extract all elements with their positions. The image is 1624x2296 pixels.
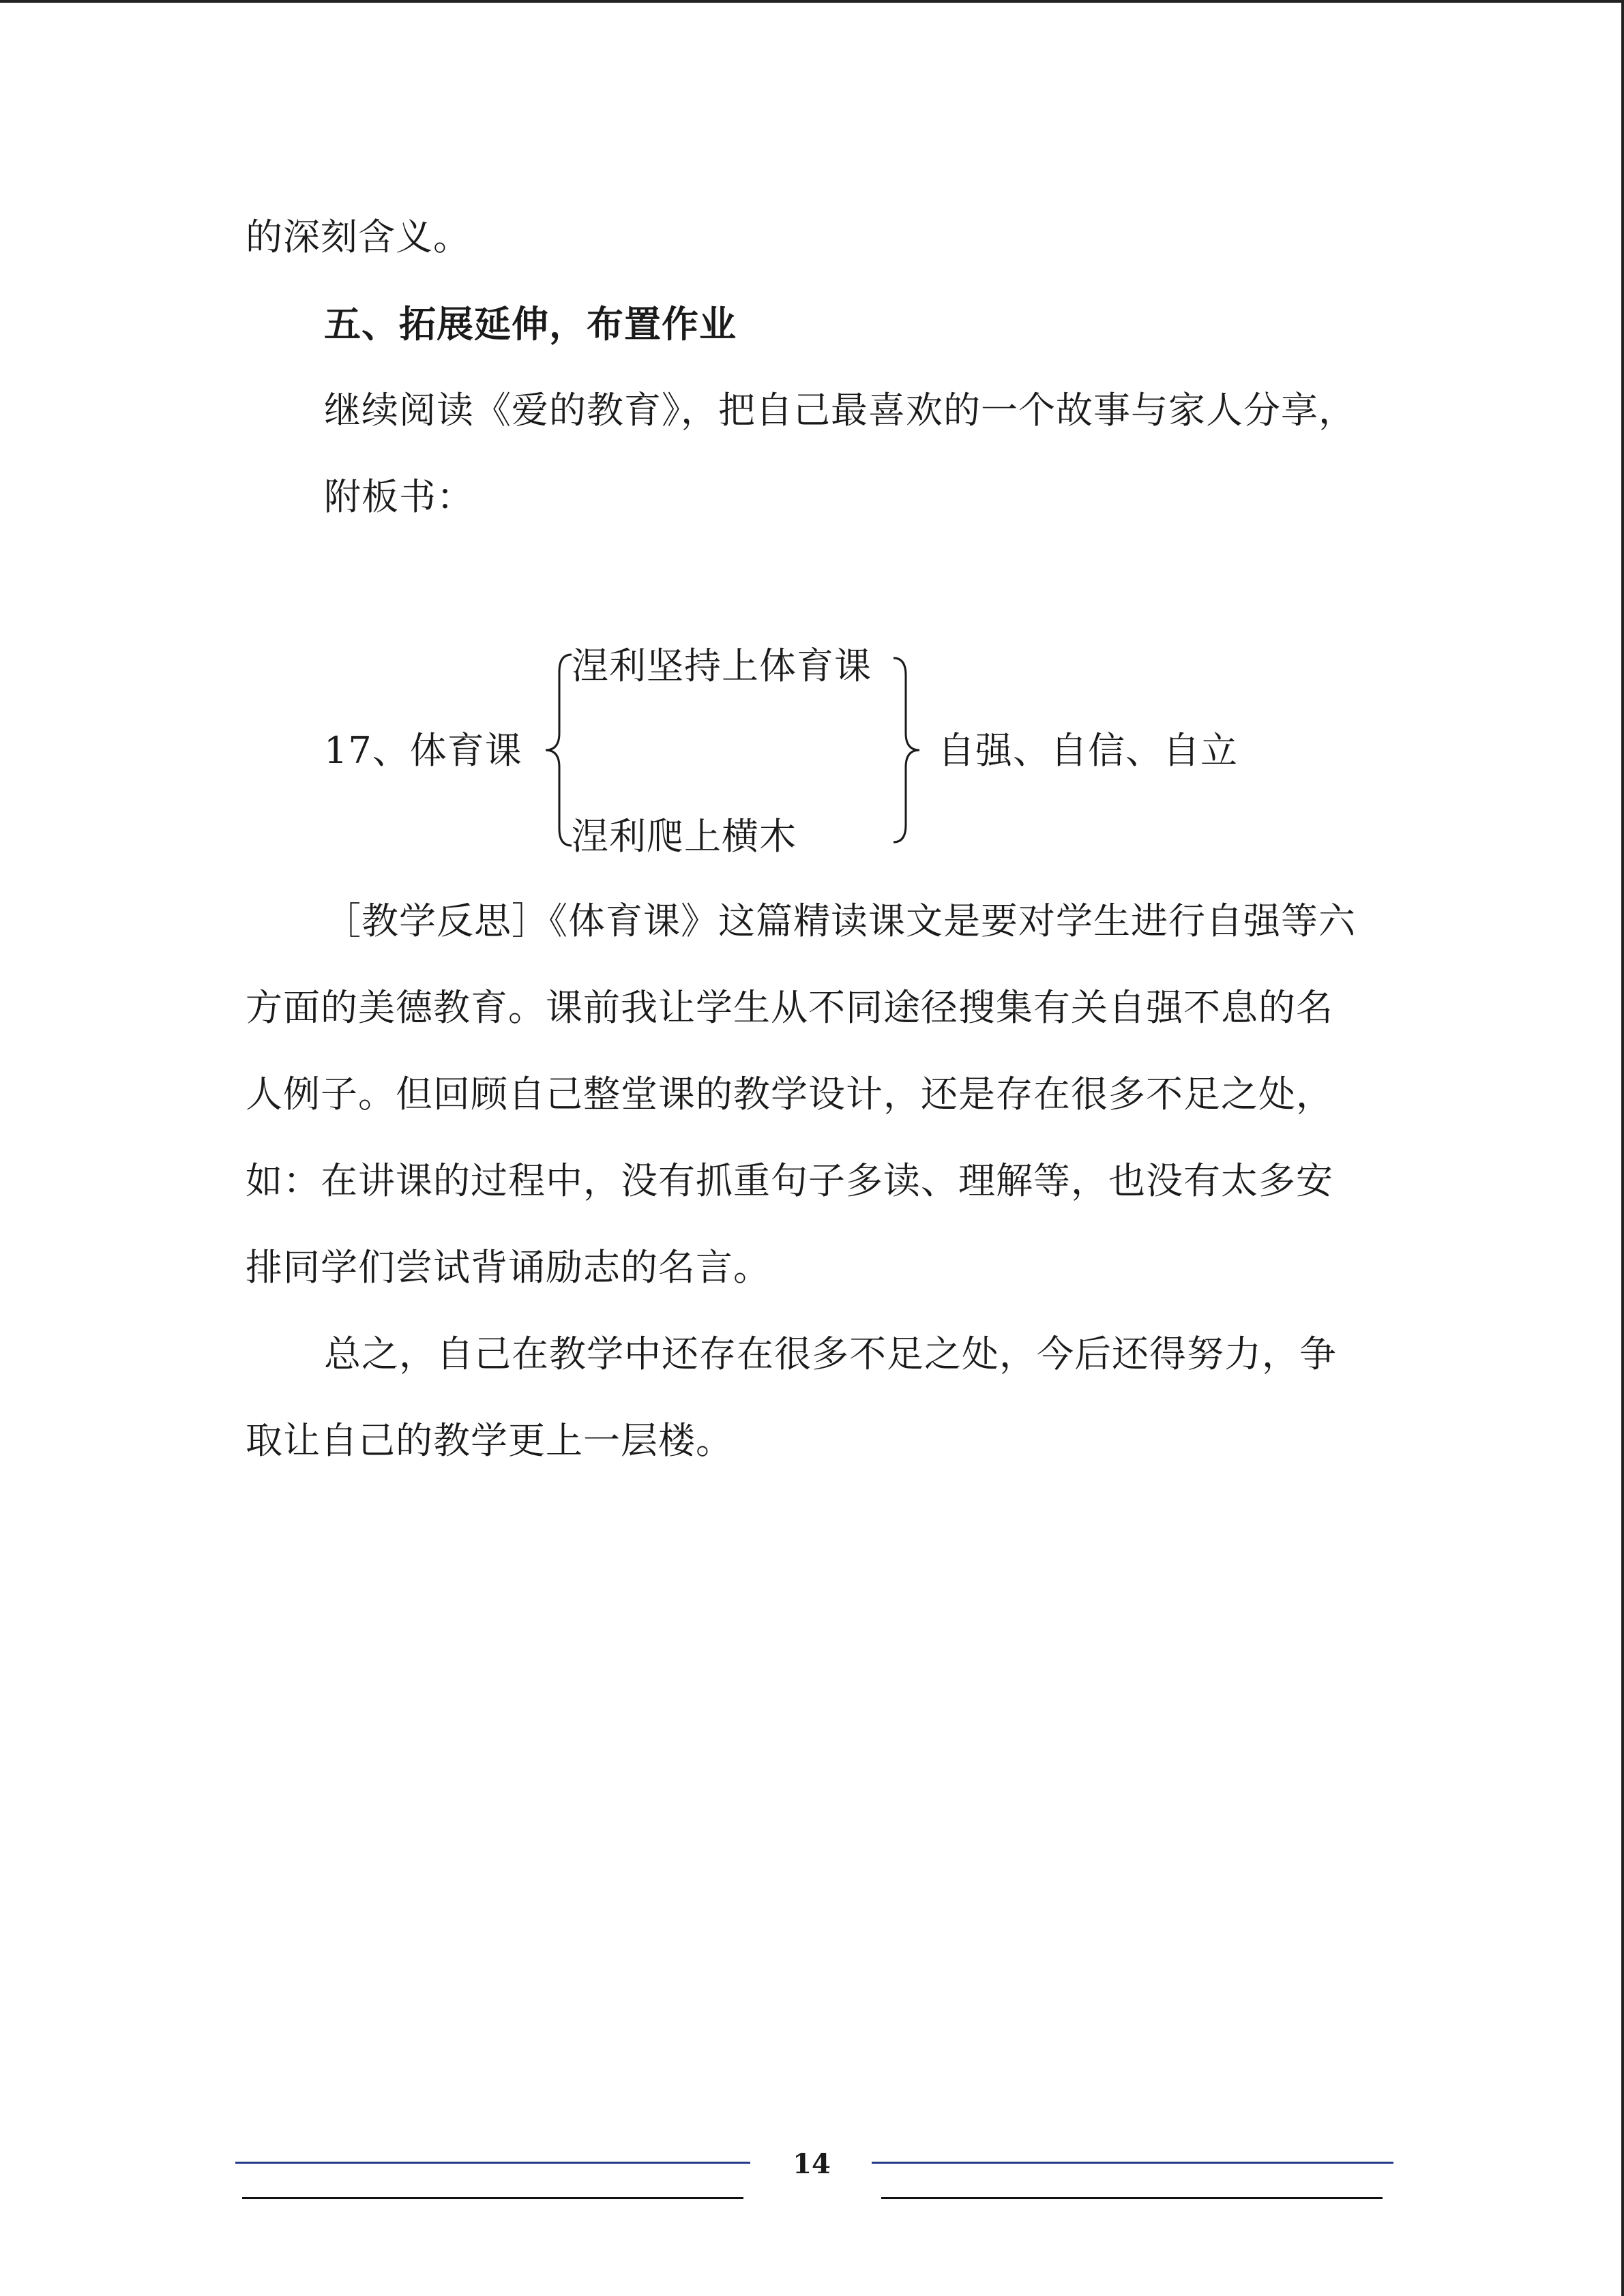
right-brace-icon [887, 655, 928, 846]
footer-rule-right-blue [872, 2162, 1393, 2164]
board-item-top: 涅利坚持上体育课 [572, 644, 872, 687]
text-line: 继续阅读《爱的教育》，把自己最喜欢的一个故事与家人分享， [324, 389, 1356, 432]
footer-rule-left [242, 2197, 743, 2199]
summary-line: 取让自己的教学更上一层楼。 [246, 1419, 733, 1462]
left-brace-icon [539, 651, 580, 849]
text-line: 的深刻含义。 [246, 215, 471, 258]
footer-rule-right [881, 2197, 1383, 2199]
board-item-bottom: 涅利爬上横木 [572, 815, 797, 858]
reflection-line: 如：在讲课的过程中，没有抓重句子多读、理解等，也没有太多安 [246, 1159, 1333, 1202]
summary-line: 总之，自己在教学中还存在很多不足之处，今后还得努力，争 [324, 1332, 1337, 1375]
reflection-line: ［教学反思］《体育课》这篇精读课文是要对学生进行自强等六 [324, 899, 1356, 942]
footer-rule-left-blue [235, 2162, 750, 2164]
page-border-right [1621, 0, 1624, 2296]
section-heading: 五、拓展延伸，布置作业 [324, 302, 737, 346]
reflection-line: 排同学们尝试背诵励志的名言。 [246, 1246, 771, 1289]
board-conclusion: 自强、自信、自立 [938, 729, 1238, 772]
page-number: 14 [793, 2148, 831, 2180]
board-lesson-title: 17、体育课 [324, 729, 522, 772]
reflection-line: 人例子。但回顾自己整堂课的教学设计，还是存在很多不足之处， [246, 1073, 1333, 1116]
page-border-top [0, 0, 1624, 3]
reflection-line: 方面的美德教育。课前我让学生从不同途径搜集有关自强不息的名 [246, 986, 1333, 1029]
text-line: 附板书： [324, 475, 474, 518]
